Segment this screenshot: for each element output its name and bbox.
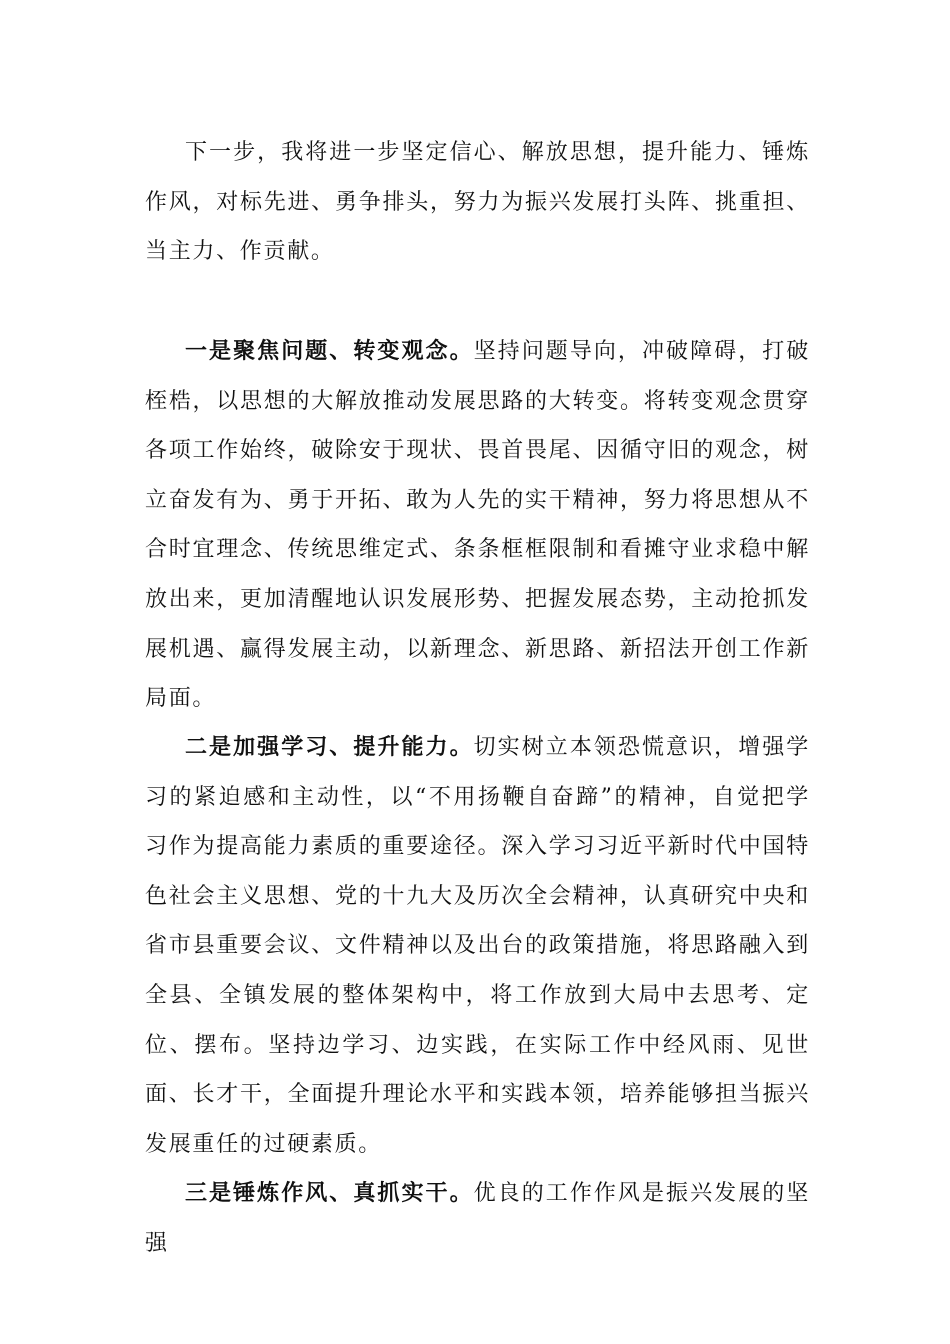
paragraph-body: 下一步，我将进一步坚定信心、解放思想，提升能力、锤炼作风，对标先进、勇争排头，努力为振兴发展打头阵、挑重担、当主力、作贡献。 bbox=[145, 140, 810, 265]
paragraph-body: 切实树立本领恐慌意识，增强学习的紧迫感和主动性，以“不用扬鞭自奋蹄”的精神，自觉把学习作为提高能力素质的重要途径。深入学习习近平新时代中国特色社会主义思想、党的十九大及历次全会精神，认真研究中央和省市县重要会议、文件精神以及出台的政策措施，将思路融入到全县、全镇发展的整体架构中，将工作放到大局中去思考、定位、摆布。坚持边学习、边实践，在实际工作中经风雨、见世面、长才干，全面提升理论水平和实践本领，培养能够担当振兴发展重任的过硬素质。 bbox=[145, 735, 810, 1157]
paragraph-lead: 一是聚焦问题、转变观念。 bbox=[185, 339, 474, 364]
paragraph-body: 坚持问题导向，冲破障碍，打破桎梏，以思想的大解放推动发展思路的大转变。将转变观念贯穿各项工作始终，破除安于现状、畏首畏尾、因循守旧的观念，树立奋发有为、勇于开拓、敢为人先的实干精神，努力将思想从不合时宜理念、传统思维定式、条条框框限制和看摊守业求稳中解放出来，更加清醒地认识发展形势、把握发展态势，主动抢抓发展机遇、赢得发展主动，以新理念、新思路、新招法开创工作新局面。 bbox=[145, 339, 810, 712]
point-three-paragraph bbox=[145, 1169, 810, 1268]
paragraph-body: 优良的工作作风是振兴发展的坚强 bbox=[145, 1181, 810, 1256]
point-one-paragraph bbox=[145, 327, 810, 724]
point-two-paragraph bbox=[145, 723, 810, 1169]
paragraph-lead: 三是锤炼作风、真抓实干。 bbox=[185, 1181, 474, 1206]
paragraph-lead: 二是加强学习、提升能力。 bbox=[185, 735, 474, 760]
intro-paragraph bbox=[145, 128, 810, 277]
